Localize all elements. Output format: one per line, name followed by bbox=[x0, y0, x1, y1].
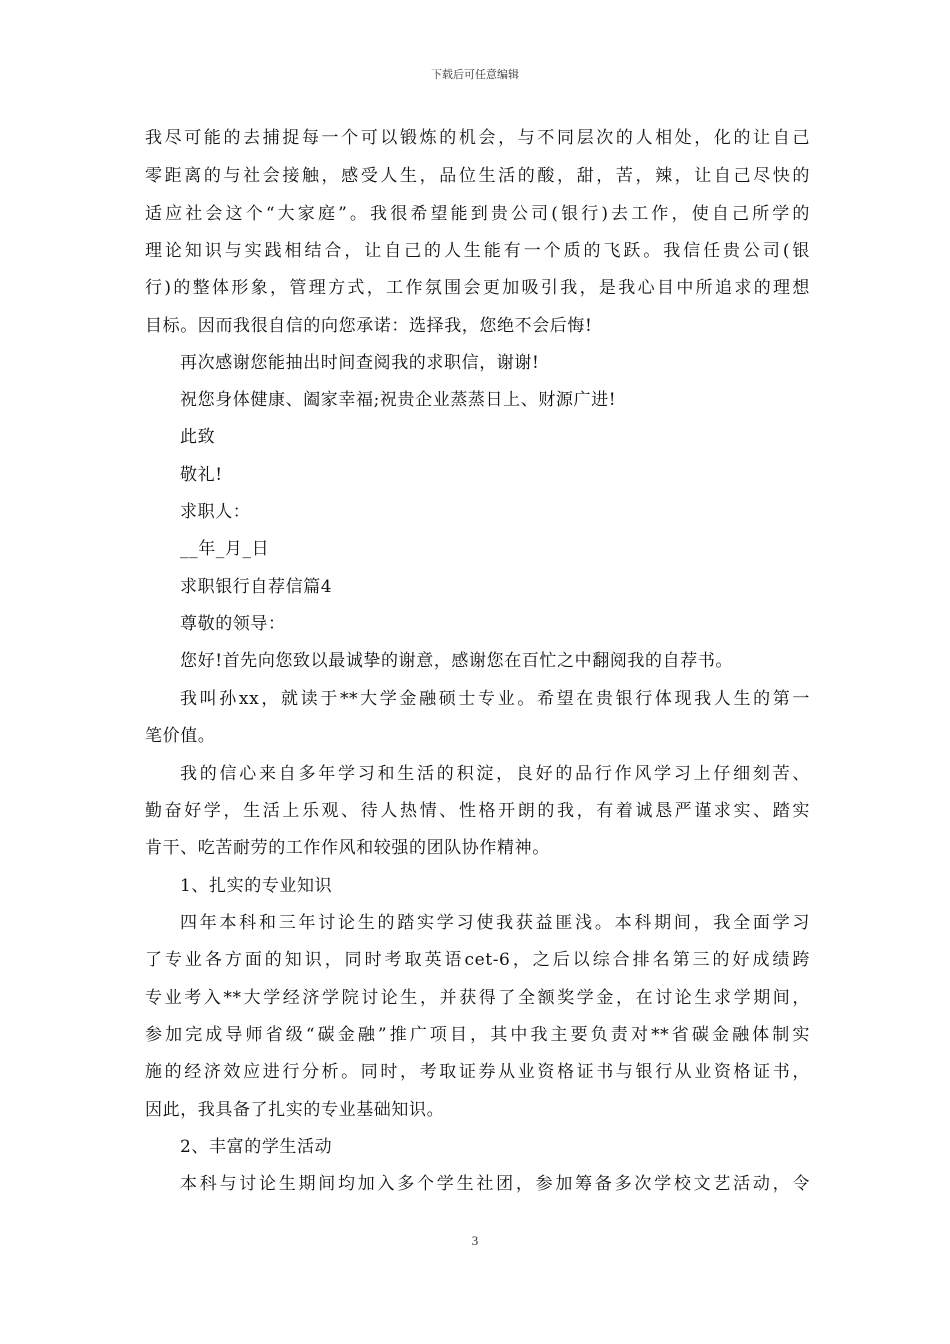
text-line: 参加完成导师省级“碳金融”推广项目，其中我主要负责对**省碳金融体制实 bbox=[145, 1025, 810, 1045]
text-line: 笔价值。 bbox=[145, 726, 216, 746]
text-line: 敬礼! bbox=[180, 465, 223, 485]
text-line: 本科与讨论生期间均加入多个学生社团，参加筹备多次学校文艺活动，令 bbox=[180, 1174, 810, 1194]
text-line: 此致 bbox=[180, 427, 216, 447]
text-line: 因此，我具备了扎实的专业基础知识。 bbox=[145, 1100, 445, 1120]
text-line: 适应社会这个“大家庭”。我很希望能到贵公司(银行)去工作，使自己所学的 bbox=[145, 204, 810, 224]
text-line: 我叫孙xx，就读于**大学金融硕士专业。希望在贵银行体现我人生的第一 bbox=[180, 689, 810, 709]
text-line: 施的经济效应进行分析。同时，考取证券从业资格证书与银行从业资格证书， bbox=[145, 1062, 810, 1082]
list-heading: 1、扎实的专业知识 bbox=[180, 876, 333, 896]
text-line: 尊敬的领导： bbox=[180, 614, 286, 634]
text-line: __年_月_日 bbox=[180, 539, 270, 559]
page-number: 3 bbox=[471, 1233, 479, 1248]
text-line: 祝您身体健康、阖家幸福;祝贵企业蒸蒸日上、财源广进! bbox=[180, 390, 617, 410]
text-line: 了专业各方面的知识，同时考取英语cet-6，之后以综合排名第三的好成绩跨 bbox=[145, 950, 810, 970]
text-line: 我的信心来自多年学习和生活的积淀，良好的品行作风学习上仔细刻苦、 bbox=[180, 764, 810, 784]
text-line: 零距离的与社会接触，感受人生，品位生活的酸，甜，苦，辣，让自己尽快的 bbox=[145, 166, 810, 186]
text-line: 勤奋好学，生活上乐观、待人热情、性格开朗的我，有着诚恳严谨求实、踏实 bbox=[145, 801, 810, 821]
text-line: 四年本科和三年讨论生的踏实学习使我获益匪浅。本科期间，我全面学习 bbox=[180, 913, 810, 933]
text-line: 您好!首先向您致以最诚挚的谢意，感谢您在百忙之中翻阅我的自荐书。 bbox=[180, 651, 734, 671]
page-header: 下载后可任意编辑 bbox=[431, 68, 519, 81]
text-line: 行)的整体形象，管理方式，工作氛围会更加吸引我，是我心目中所追求的理想 bbox=[145, 278, 810, 298]
text-line: 目标。因而我很自信的向您承诺：选择我，您绝不会后悔! bbox=[145, 316, 593, 336]
text-line: 求职人： bbox=[180, 502, 251, 522]
text-line: 再次感谢您能抽出时间查阅我的求职信，谢谢! bbox=[180, 353, 540, 373]
text-line: 我尽可能的去捕捉每一个可以锻炼的机会，与不同层次的人相处，化的让自己 bbox=[145, 128, 810, 148]
text-line: 肯干、吃苦耐劳的工作作风和较强的团队协作精神。 bbox=[145, 838, 550, 858]
text-line: 专业考入**大学经济学院讨论生，并获得了全额奖学金，在讨论生求学期间， bbox=[145, 988, 810, 1008]
text-line: 理论知识与实践相结合，让自己的人生能有一个质的飞跃。我信任贵公司(银 bbox=[145, 241, 810, 261]
section-heading: 求职银行自荐信篇4 bbox=[180, 577, 333, 597]
list-heading: 2、丰富的学生活动 bbox=[180, 1137, 333, 1157]
